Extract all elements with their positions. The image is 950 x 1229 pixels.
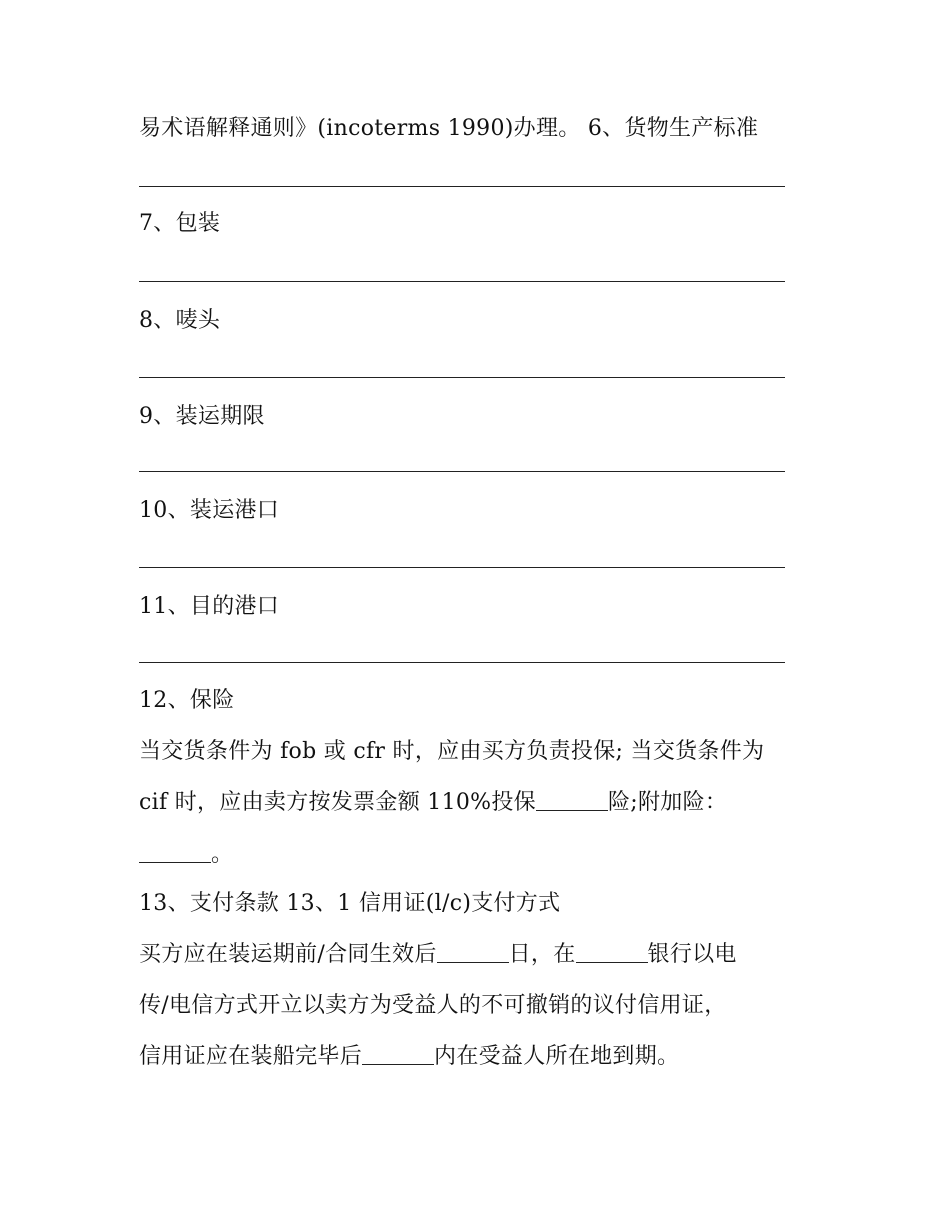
fill-in-line-destination-port[interactable] — [139, 662, 785, 663]
heading-shipment-time: 9、装运期限 — [139, 404, 265, 429]
fill-in-line-loading-port[interactable] — [139, 567, 785, 568]
payment-text-part-e: 内在受益人所在地到期。 — [434, 1044, 680, 1069]
additional-insurance-blank[interactable] — [139, 840, 211, 863]
payment-text-line-3 — [139, 1042, 679, 1072]
expiry-period-blank[interactable] — [362, 1042, 434, 1065]
insurance-text-line-1: 当交货条件为 fob 或 cfr 时，应由买方负责投保; 当交货条件为 — [139, 739, 765, 764]
payment-text-part-b: 日，在 — [508, 942, 576, 967]
insurance-text-line-2 — [139, 788, 727, 818]
insurance-text-part-a: cif 时，应由卖方按发票金额 110%投保 — [139, 790, 536, 815]
heading-packing: 7、包装 — [139, 211, 221, 236]
payment-text-part-d: 信用证应在装船完毕后 — [139, 1044, 363, 1069]
fill-in-line-shipment-time[interactable] — [139, 471, 785, 472]
payment-text-line-1 — [139, 940, 737, 970]
insurance-text-period: 。 — [211, 842, 234, 867]
payment-text-part-a: 买方应在装运期前/合同生效后 — [139, 942, 437, 967]
payment-text-part-c: 银行以电 — [647, 942, 737, 967]
fill-in-line-packing[interactable] — [139, 281, 785, 282]
insurance-type-blank[interactable] — [536, 788, 608, 811]
fill-in-line-production-standard[interactable] — [139, 186, 785, 187]
days-blank[interactable] — [437, 940, 509, 963]
insurance-text-line-3 — [139, 840, 233, 870]
heading-insurance: 12、保险 — [139, 688, 235, 713]
heading-destination-port: 11、目的港口 — [139, 594, 280, 619]
fill-in-line-shipping-mark[interactable] — [139, 377, 785, 378]
heading-shipping-mark: 8、唛头 — [139, 308, 221, 333]
bank-blank[interactable] — [576, 940, 648, 963]
payment-text-line-2: 传/电信方式开立以卖方为受益人的不可撤销的议付信用证， — [139, 993, 727, 1018]
paragraph-incoterms: 易术语解释通则》(incoterms 1990)办理。 6、货物生产标准 — [139, 116, 759, 141]
heading-payment-terms: 13、支付条款 13、1 信用证(l/c)支付方式 — [139, 891, 561, 916]
document-page — [139, 0, 819, 1229]
heading-loading-port: 10、装运港口 — [139, 498, 280, 523]
insurance-text-part-b: 险;附加险： — [607, 790, 728, 815]
